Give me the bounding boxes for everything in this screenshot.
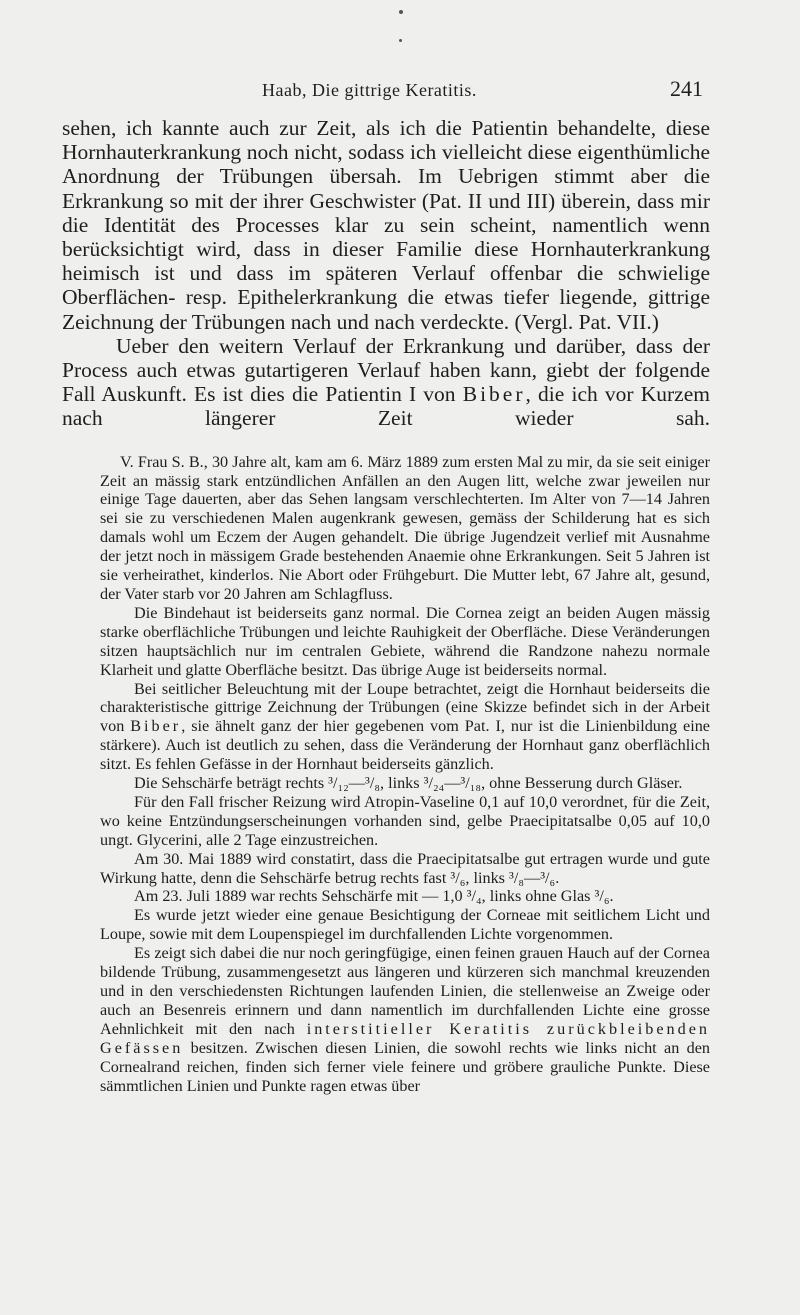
case-history: V. Frau S. B., 30 Jahre alt, kam am 6. März 1889 zum ersten Mal zu mir, da sie seit einiger Zeit an mässig stark entzündlichen Anfällen an den Augen litt, welche zwar jeweilen nur einige Tage dauerten, aber das Sehen langsam verschlechterten. Im Alter von 7—14 Jahren sei sie zu verschiedenen Malen augenkrank gewesen, gemäss der Schilderung hat es sich damals wohl um Eczem der Augen gehandelt. Die übrige Jugendzeit verlief mit Ausnahme der jetzt noch in mässigem Grade bestehenden Anaemie ohne Erkrankungen. Seit 5 Jahren ist sie verheirathet, kinderlos. Nie Abort oder Frühgeburt. Die Mutter lebt, 67 Jahre alt, gesund, der Vater starb vor 20 Jahren am Schlagfluss. — [100, 452, 710, 603]
author-name: Biber — [462, 382, 526, 407]
ink-speck — [399, 39, 402, 42]
case-followup-july: Am 23. Juli 1889 war rechts Sehschärfe mit — 1,0 ³/₄, links ohne Glas ³/₆. — [134, 887, 614, 906]
case-treatment: Für den Fall frischer Reizung wird Atropin-Vaseline 0,1 auf 10,0 verordnet, für die Zeit, wo keine Entzündungserscheinungen vorhanden sind, gelbe Praecipitatsalbe 0,05 auf 10,0 ungt. Glycerini, alle 2 Tage einzustreichen. — [100, 792, 710, 849]
case-observation-end: besitzen. Zwischen diesen Linien, die sowohl rechts wie links nicht an den Cornealrand reichen, finden sich ferner viele feinere und gröbere grauliche Punkte. Diese sämmtlichen Linien und Punkte ragen etwas über — [100, 1038, 710, 1095]
paragraph-transition-text: Ueber den weitern Verlauf der Erkrankung und darüber, dass der Process auch etwas gutartigeren Verlauf haben kann, giebt der folgende Fall Auskunft. Es ist dies die Patientin I von — [62, 333, 710, 407]
case-loupe-end: , sie ähnelt ganz der hier gegebenen vom Pat. I, nur ist die Linienbildung eine stärkere). Auch ist deutlich zu sehen, dass die Veränderung der Hornhaut ganz oberflächlich sitzt. Es fehlen Gefässe in der Hornhaut beiderseits gänzlich. — [100, 717, 710, 774]
case-visual-acuity: Die Sehschärfe beträgt rechts ³/₁₂—³/₈, links ³/₂₄—³/₁₈, ohne Besserung durch Gläser. — [134, 774, 683, 793]
case-report — [100, 453, 710, 1096]
page-number: 241 — [670, 76, 703, 101]
case-observation — [100, 944, 710, 1095]
paragraph-transition — [62, 334, 710, 431]
case-followup-may: Am 30. Mai 1889 wird constatirt, dass die Praecipitatsalbe gut ertragen wurde und gute Wirkung hatte, denn die Sehschärfe betrug rechts fast ³/₆, links ³/₈—³/₆. — [100, 849, 710, 887]
running-title: Haab, Die gittrige Keratitis. — [262, 80, 477, 100]
paragraph-continuation: sehen, ich kannte auch zur Zeit, als ich die Patientin behandelte, diese Hornhauterkrankung noch nicht, sodass ich vielleicht diese eigenthümliche Anordnung der Trübungen übersah. Im Uebrigen stimmt aber die Erkrankung so mit der ihrer Geschwister (Pat. II und III) überein, dass mir die Identität des Processes klar zu sein scheint, namentlich wenn berücksichtigt wird, dass in dieser Familie diese Hornhauterkrankung heimisch ist und dass im späteren Verlauf offenbar die schwielige Oberflächen- resp. Epithelerkrankung die etwas tiefer liegende, gittrige Zeichnung der Trübungen nach und nach verdeckte. (Vergl. Pat. VII.) — [62, 116, 710, 334]
case-reexamination: Es wurde jetzt wieder eine genaue Besichtigung der Corneae mit seitlichem Licht und Loupe, sowie mit dem Loupenspiegel im durchfallenden Lichte vorgenommen. — [100, 906, 710, 944]
paragraph-transition-end: , die ich vor Kurzem nach längerer Zeit wieder sah. — [62, 382, 710, 431]
case-loupe-text: Bei seitlicher Beleuchtung mit der Loupe betrachtet, zeigt die Hornhaut beiderseits die charakteristische gittrige Zeichnung der Trübungen (eine Skizze befindet sich in der Arbeit von — [100, 679, 710, 736]
spaced-emphasis: interstitieller Keratitis zurückbleibenden Gefässen — [100, 1019, 710, 1057]
running-header — [0, 74, 800, 114]
case-loupe-exam — [100, 680, 710, 775]
main-text — [62, 116, 710, 431]
case-observation-text: Es zeigt sich dabei die nur noch geringfügige, einen feinen grauen Hauch auf der Cornea bildende Trübung, zusammengesetzt aus längeren und kürzeren sich manchmal kreuzenden und in den verschiedensten Richtungen laufenden Linien, die stellenweise an Zweige oder auch an Besenreis erinnern und dann namentlich im durchfallenden Lichte eine grosse Aehnlichkeit mit den nach — [100, 944, 710, 1038]
author-name: Biber — [130, 717, 182, 736]
case-findings: Die Bindehaut ist beiderseits ganz normal. Die Cornea zeigt an beiden Augen mässig starke oberflächliche Trübungen und leichte Rauhigkeit der Oberfläche. Diese Veränderungen sitzen hauptsächlich nur im centralen Gebiete, während die Randzone nahezu normale Klarheit und glatte Oberfläche besitzt. Das übrige Auge ist beiderseits normal. — [100, 603, 710, 679]
page-body — [62, 116, 710, 1095]
ink-speck — [399, 10, 403, 14]
